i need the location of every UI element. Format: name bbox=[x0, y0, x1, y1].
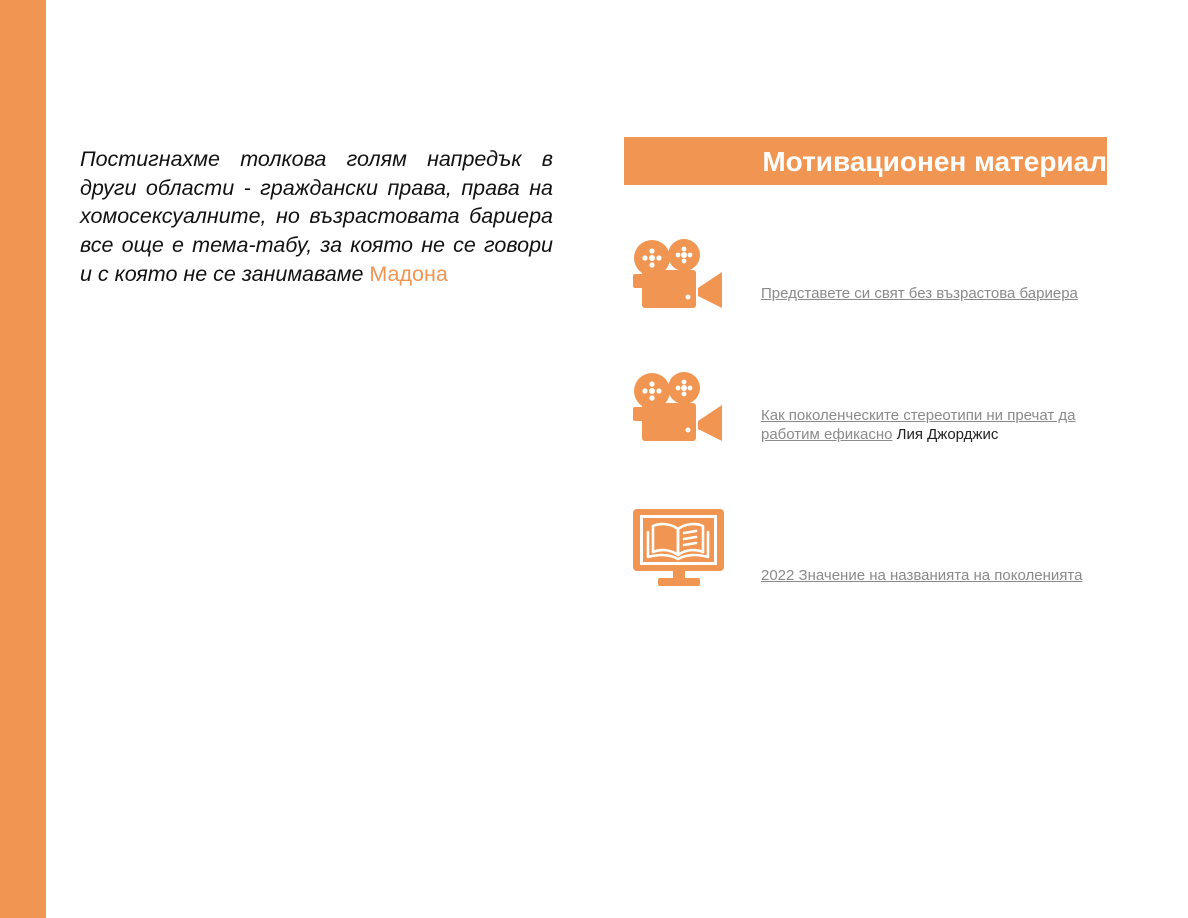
material-link-1[interactable]: Представете си свят без възрастова бариера bbox=[761, 285, 1078, 302]
film-camera-icon[interactable] bbox=[632, 369, 726, 449]
material-link-3[interactable]: 2022 Значение на названията на поколенията bbox=[761, 567, 1083, 584]
material-item-2[interactable] bbox=[761, 406, 1106, 444]
section-title: Мотивационен материал bbox=[762, 146, 1107, 177]
side-accent-bar bbox=[0, 0, 46, 918]
quote-text: Постигнахме толкова голям напредък в други области - граждански права, права на хомосексуалните, но възрастовата бариера все още е тема-табу, за която не се говори и с която не се занимаваме bbox=[80, 147, 553, 286]
film-camera-icon[interactable] bbox=[632, 236, 726, 316]
material-author-2: Лия Джорджис bbox=[896, 426, 999, 443]
material-link-2[interactable]: Как поколенческите стереотипи ни пречат да работим ефикасно bbox=[761, 407, 1076, 443]
material-item-3[interactable] bbox=[761, 566, 1106, 585]
section-header bbox=[624, 137, 1107, 185]
quote-block bbox=[80, 145, 553, 289]
monitor-book-icon[interactable] bbox=[632, 508, 726, 588]
quote-author: Мадона bbox=[369, 261, 448, 286]
material-item-1[interactable] bbox=[761, 284, 1106, 303]
